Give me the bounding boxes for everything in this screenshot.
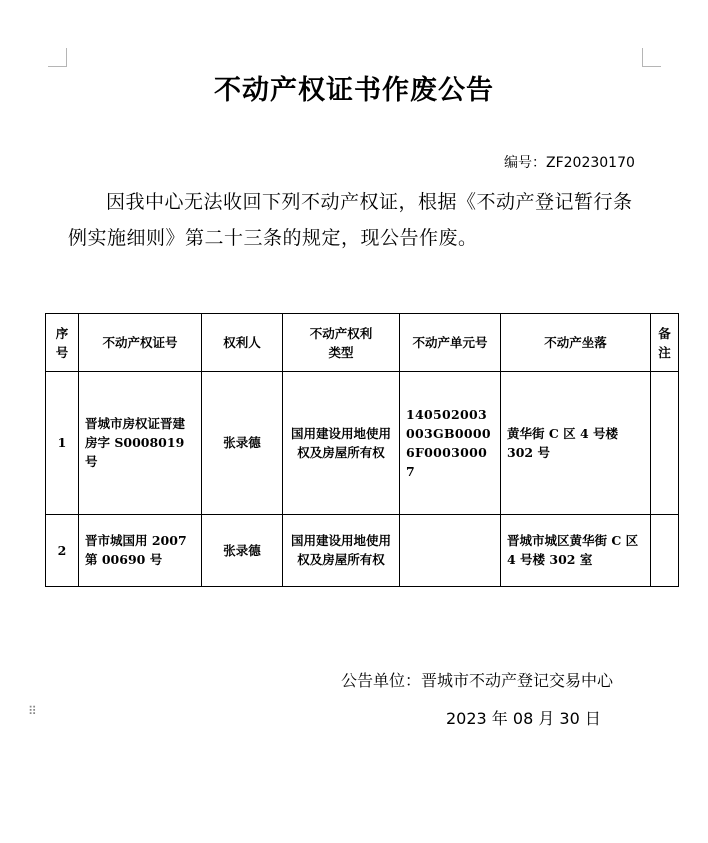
issuer-line: 公告单位：晋城市不动产登记交易中心 [341, 671, 614, 690]
header-cert-no: 不动产权证号 [79, 314, 202, 372]
cell-cert-no: 晋城市房权证晋建房字 S0008019 号 [79, 372, 202, 515]
header-seq: 序号 [46, 314, 79, 372]
cell-seq: 2 [46, 514, 79, 586]
cell-cert-no: 晋市城国用 2007 第 00690 号 [79, 514, 202, 586]
header-right-type: 不动产权利类型 [283, 314, 400, 372]
table-header-row [46, 314, 679, 372]
cell-right-type: 国用建设用地使用权及房屋所有权 [283, 514, 400, 586]
cell-unit-no [400, 514, 501, 586]
header-remark: 备注 [651, 314, 679, 372]
cell-seq: 1 [46, 372, 79, 515]
cell-owner: 张录德 [202, 372, 283, 515]
cell-owner: 张录德 [202, 514, 283, 586]
header-location: 不动产坐落 [501, 314, 651, 372]
notice-body: 因我中心无法收回下列不动产权证，根据《不动产登记暂行条例实施细则》第二十三条的规定，现公告作废。 [68, 191, 633, 249]
cell-remark [651, 514, 679, 586]
cell-right-type: 国用建设用地使用权及房屋所有权 [283, 372, 400, 515]
table-row [46, 514, 679, 586]
page-corner-mark-right [642, 48, 661, 67]
header-unit-no: 不动产单元号 [400, 314, 501, 372]
notice-date: 2023 年 08 月 30 日 [446, 709, 601, 728]
drag-handle-icon[interactable]: ⠿ [28, 704, 39, 718]
cell-location: 晋城市城区黄华街 C 区 4 号楼 302 室 [501, 514, 651, 586]
cell-location: 黄华街 C 区 4 号楼 302 号 [501, 372, 651, 515]
table-row [46, 372, 679, 515]
cell-remark [651, 372, 679, 515]
header-owner: 权利人 [202, 314, 283, 372]
cell-unit-no: 140502003003GB00006F00030007 [400, 372, 501, 515]
document-number: 编号：ZF20230170 [504, 155, 635, 171]
void-certificate-table [45, 313, 679, 587]
page-title: 不动产权证书作废公告 [214, 75, 494, 106]
page-corner-mark-left [48, 48, 67, 67]
